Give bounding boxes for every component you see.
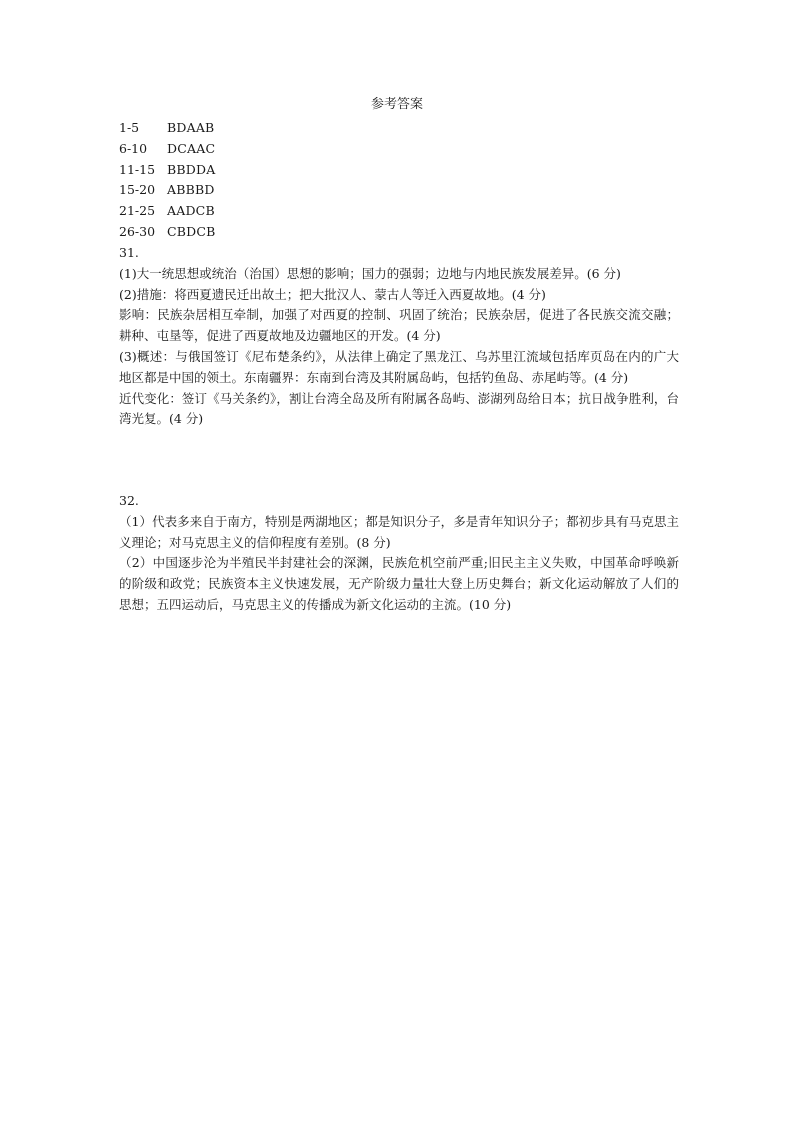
question-range: 21-25 [119,203,156,219]
answer-paragraph: 影响：民族杂居相互牵制，加强了对西夏的控制、巩固了统治；民族杂居，促进了各民族交流交融；耕种、屯垦等，促进了西夏故地及边疆地区的开发。(4 分) [119,307,679,344]
question-range: 11-15 [119,161,156,177]
answer-key-row [119,118,319,139]
question-range: 6-10 [119,140,148,156]
answer-letters: AADCB [167,203,215,219]
answer-paragraph: (2)措施：将西夏遗民迁出故土；把大批汉人、蒙古人等迁入西夏故地。(4 分) [119,286,546,302]
answer-key-row [119,160,319,181]
answer-key-row [119,139,319,160]
page-title: 参考答案 [370,97,423,112]
question-range: 1-5 [119,120,140,135]
answer-key [119,118,319,243]
question-32-answer [119,491,679,616]
question-31-answer [119,243,679,430]
answer-paragraph: (3)概述：与俄国签订《尼布楚条约》，从法律上确定了黑龙江、乌苏里江流域包括库页岛在内的广大地区都是中国的领土。东南疆界：东南到台湾及其附属岛屿，包括钓鱼岛、赤尾屿等。(4 分) [119,348,679,385]
question-number: 32. [119,493,139,508]
answer-key-row [119,201,319,222]
answer-key-row [119,180,319,201]
answer-paragraph: (1)大一统思想或统治（治国）思想的影响；国力的强弱；边地与内地民族发展差异。(6 分) [119,265,621,281]
answer-letters: ABBBD [167,182,215,198]
answer-letters: CBDCB [167,223,216,239]
answer-letters: BBDDA [167,161,216,177]
answer-letters: DCAAC [167,140,216,156]
answer-paragraph: （1）代表多来自于南方，特别是两湖地区；都是知识分子，多是青年知识分子；都初步具有马克思主义理论；对马克思主义的信仰程度有差别。(8 分) [119,513,679,550]
question-number: 31. [119,245,139,260]
question-range: 15-20 [119,182,156,198]
answer-paragraph: （2）中国逐步沦为半殖民半封建社会的深渊，民族危机空前严重;旧民主主义失败，中国革命呼唤新的阶级和政党；民族资本主义快速发展，无产阶级力量壮大登上历史舞台；新文化运动解放了人们的思想；五四运动后，马克思主义的传播成为新文化运动的主流。(10 分) [119,555,679,612]
answer-paragraph: 近代变化：签订《马关条约》，割让台湾全岛及所有附属各岛屿、澎湖列岛给日本；抗日战争胜利，台湾光复。(4 分) [119,390,679,427]
answer-key-row [119,222,319,243]
question-range: 26-30 [119,223,156,239]
answer-letters: BDAAB [167,120,215,135]
